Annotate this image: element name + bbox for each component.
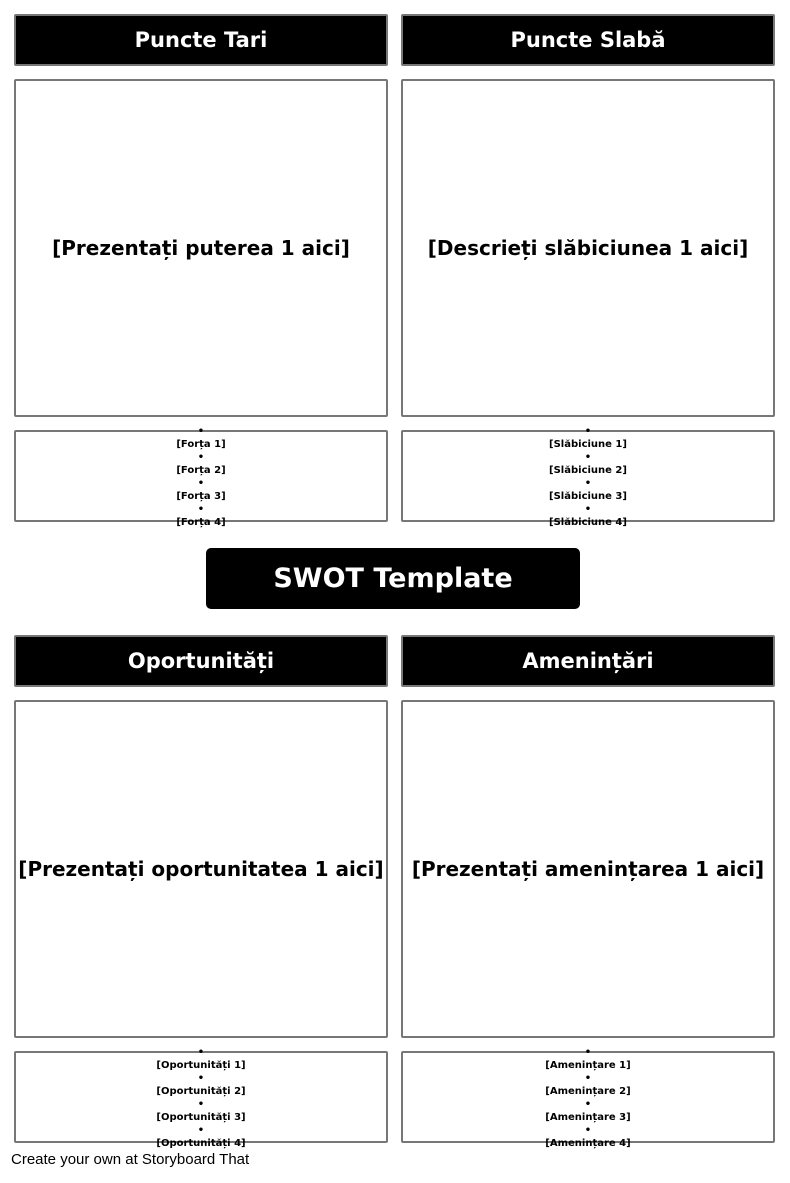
strengths-list-box: [14, 426, 388, 528]
list-item: • [Amenințare 3]: [403, 1098, 773, 1124]
bullet-icon: •: [197, 1125, 205, 1136]
list-item: • [Amenințare 2]: [403, 1072, 773, 1098]
list-item: • [Forța 1]: [16, 425, 386, 451]
opportunities-main-text: [Prezentați oportunitatea 1 aici]: [18, 857, 384, 881]
list-item: • [Slăbiciune 1]: [403, 425, 773, 451]
bullet-icon: •: [584, 1073, 592, 1084]
list-item: • [Slăbiciune 3]: [403, 477, 773, 503]
strengths-main-text: [Prezentați puterea 1 aici]: [52, 236, 350, 260]
bullet-icon: •: [197, 1073, 205, 1084]
bullet-icon: •: [584, 1125, 592, 1136]
list-item: • [Forța 2]: [16, 451, 386, 477]
list-item: • [Oportunități 1]: [16, 1046, 386, 1072]
bullet-icon: •: [584, 1099, 592, 1110]
swot-title: SWOT Template: [206, 548, 580, 609]
weaknesses-list: [403, 425, 773, 529]
bullet-icon: •: [197, 504, 205, 515]
list-item: • [Forța 4]: [16, 503, 386, 529]
list-item: • [Oportunități 3]: [16, 1098, 386, 1124]
list-item: • [Amenințare 1]: [403, 1046, 773, 1072]
list-item: • [Forța 3]: [16, 477, 386, 503]
threats-header: Amenințări: [401, 635, 775, 687]
threats-main-text: [Prezentați amenințarea 1 aici]: [411, 857, 765, 881]
bullet-icon: •: [584, 504, 592, 515]
bullet-icon: •: [584, 426, 592, 437]
bullet-icon: •: [197, 1047, 205, 1058]
list-item: • [Slăbiciune 4]: [403, 503, 773, 529]
opportunities-list-box: [14, 1047, 388, 1149]
threats-list: [403, 1046, 773, 1150]
bullet-icon: •: [584, 478, 592, 489]
opportunities-header: Oportunități: [14, 635, 388, 687]
list-item: • [Oportunități 4]: [16, 1124, 386, 1150]
opportunities-list: [16, 1046, 386, 1150]
list-item: • [Oportunități 2]: [16, 1072, 386, 1098]
threats-panel: [401, 700, 775, 1038]
bullet-icon: •: [197, 478, 205, 489]
bullet-icon: •: [584, 452, 592, 463]
bullet-icon: •: [197, 1099, 205, 1110]
list-item: • [Slăbiciune 2]: [403, 451, 773, 477]
strengths-list: [16, 425, 386, 529]
bullet-icon: •: [197, 452, 205, 463]
weaknesses-main-text: [Descrieți slăbiciunea 1 aici]: [427, 236, 749, 260]
storyboard-footer-link[interactable]: Create your own at Storyboard That: [11, 1151, 250, 1168]
threats-list-box: [401, 1047, 775, 1149]
weaknesses-header: Puncte Slabă: [401, 14, 775, 66]
opportunities-panel: [14, 700, 388, 1038]
strengths-panel: [14, 79, 388, 417]
list-item: • [Amenințare 4]: [403, 1124, 773, 1150]
strengths-header: Puncte Tari: [14, 14, 388, 66]
weaknesses-list-box: [401, 426, 775, 528]
bullet-icon: •: [584, 1047, 592, 1058]
bullet-icon: •: [197, 426, 205, 437]
weaknesses-panel: [401, 79, 775, 417]
